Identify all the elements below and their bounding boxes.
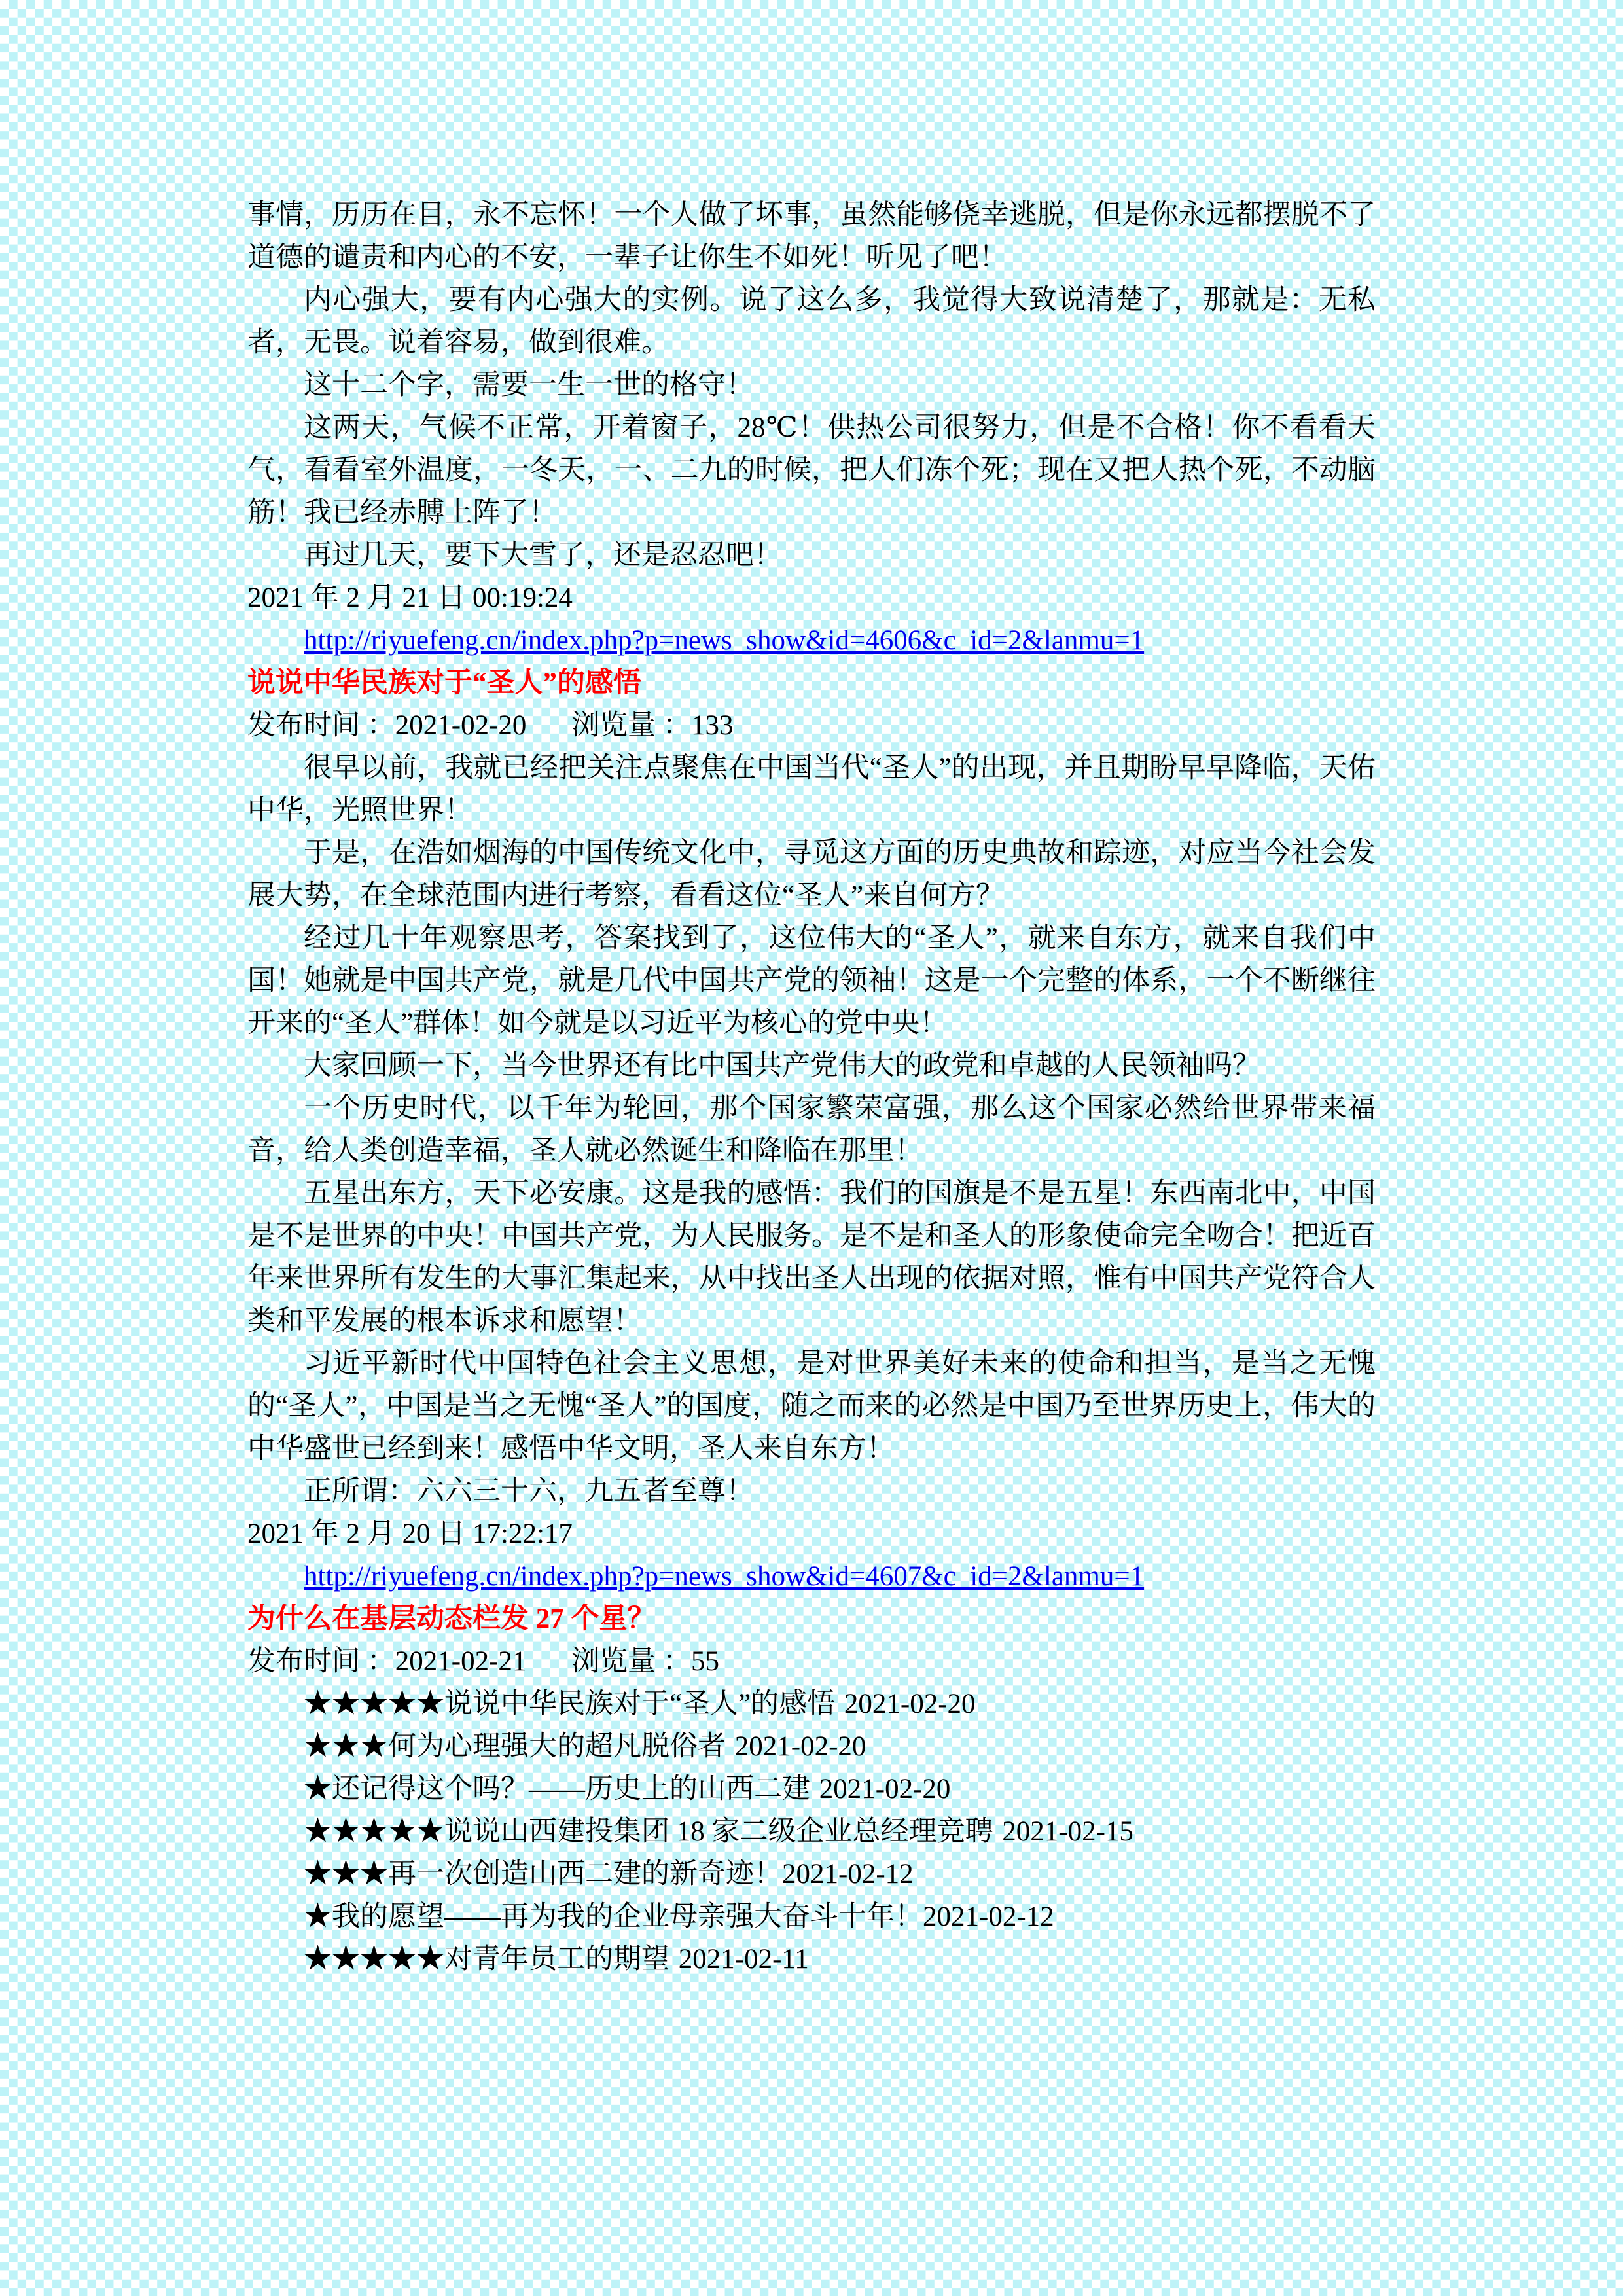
article-meta bbox=[247, 704, 1376, 747]
paragraph: 一个历史时代，以千年为轮回，那个国家繁荣富强，那么这个国家必然给世界带来福音，给人类创造幸福，圣人就必然诞生和降临在那里！ bbox=[247, 1093, 1376, 1166]
star-list-item bbox=[247, 1895, 1376, 1938]
publish-date-value: 2021-02-20 bbox=[395, 710, 527, 741]
views-label: 浏览量 ： bbox=[571, 710, 691, 741]
star-list-item bbox=[247, 1683, 1376, 1725]
views-value: 55 bbox=[690, 1646, 719, 1677]
publish-date-value: 2021-02-21 bbox=[395, 1646, 527, 1677]
star-rating: ★★★★★ bbox=[304, 1816, 444, 1847]
paragraph: 经过几十年观察思考，答案找到了，这位伟大的“圣人”，就来自东方，就来自我们中国！她就是中国共产党，就是几代中国共产党的领袖！这是一个完整的体系，一个不断继往开来的“圣人”群体！如今就是以习近平为核心的党中央！ bbox=[247, 923, 1376, 1039]
star-item-title: 再一次创造山西二建的新奇迹！ bbox=[388, 1859, 782, 1890]
article-url-line bbox=[247, 1555, 1376, 1598]
views-label: 浏览量 ： bbox=[571, 1646, 691, 1677]
publish-date-label: 发布时间 ： bbox=[247, 710, 395, 741]
paragraph: 很早以前，我就已经把关注点聚焦在中国当代“圣人”的出现，并且期盼早早降临，天佑中华，光照世界！ bbox=[247, 753, 1376, 826]
star-item-title: 还记得这个吗？——历史上的山西二建 bbox=[332, 1774, 810, 1804]
star-list-item bbox=[247, 1768, 1376, 1810]
star-item-date: 2021-02-20 bbox=[734, 1731, 866, 1762]
article-title: 说说中华民族对于“圣人”的感悟 bbox=[247, 668, 641, 698]
timestamp: 2021 年 2 月 21 日 00:19:24 bbox=[247, 583, 573, 613]
star-item-title: 对青年员工的期望 bbox=[444, 1944, 669, 1975]
paragraph: 这两天，气候不正常，开着窗子，28℃！供热公司很努力，但是不合格！你不看看天气，看看室外温度，一冬天，一、二九的时候，把人们冻个死；现在又把人热个死，不动脑筋！我已经赤膊上阵了！ bbox=[247, 412, 1376, 528]
timestamp: 2021 年 2 月 20 日 17:22:17 bbox=[247, 1518, 573, 1549]
article-url-line bbox=[247, 619, 1376, 662]
article-section-stars bbox=[247, 1598, 1376, 1981]
article-section-sage bbox=[247, 662, 1376, 1598]
star-item-date: 2021-02-12 bbox=[782, 1859, 914, 1890]
star-rating: ★★★ bbox=[304, 1731, 388, 1762]
article-link-4606[interactable]: http://riyuefeng.cn/index.php?p=news_show&id=4606&c_id=2&lanmu=1 bbox=[304, 625, 1145, 656]
paragraph: 习近平新时代中国特色社会主义思想，是对世界美好未来的使命和担当，是当之无愧的“圣人”，中国是当之无愧“圣人”的国度，随之而来的必然是中国乃至世界历史上，伟大的中华盛世已经到来！感悟中华文明，圣人来自东方！ bbox=[247, 1348, 1376, 1464]
star-list-item bbox=[247, 1853, 1376, 1895]
article-meta bbox=[247, 1640, 1376, 1683]
star-rating: ★★★★★ bbox=[304, 1944, 444, 1975]
star-list-item bbox=[247, 1725, 1376, 1768]
publish-date-label: 发布时间 ： bbox=[247, 1646, 395, 1677]
star-item-title: 我的愿望——再为我的企业母亲强大奋斗十年！ bbox=[332, 1901, 923, 1932]
star-rating: ★ bbox=[304, 1901, 332, 1932]
views-value: 133 bbox=[690, 710, 734, 741]
article-title: 为什么在基层动态栏发 27 个星？ bbox=[247, 1604, 656, 1634]
article-section-continued bbox=[247, 194, 1376, 662]
paragraph: 五星出东方，天下必安康。这是我的感悟：我们的国旗是不是五星！东西南北中，中国是不是世界的中央！中国共产党，为人民服务。是不是和圣人的形象使命完全吻合！把近百年来世界所有发生的大事汇集起来，从中找出圣人出现的依据对照，惟有中国共产党符合人类和平发展的根本诉求和愿望！ bbox=[247, 1178, 1376, 1336]
star-rating: ★ bbox=[304, 1774, 332, 1804]
paragraph: 正所谓：六六三十六，九五者至尊！ bbox=[304, 1476, 754, 1507]
star-rating: ★★★ bbox=[304, 1859, 388, 1890]
article-link-4607[interactable]: http://riyuefeng.cn/index.php?p=news_show&id=4607&c_id=2&lanmu=1 bbox=[304, 1561, 1145, 1592]
paragraph: 事情，历历在目，永不忘怀！一个人做了坏事，虽然能够侥幸逃脱，但是你永远都摆脱不了道德的谴责和内心的不安，一辈子让你生不如死！听见了吧！ bbox=[247, 200, 1376, 273]
paragraph: 于是，在浩如烟海的中国传统文化中，寻觅这方面的历史典故和踪迹，对应当今社会发展大势，在全球范围内进行考察，看看这位“圣人”来自何方？ bbox=[247, 838, 1376, 911]
star-list-item bbox=[247, 1938, 1376, 1981]
paragraph: 再过几天，要下大雪了，还是忍忍吧！ bbox=[304, 540, 782, 571]
star-item-date: 2021-02-20 bbox=[844, 1689, 976, 1719]
star-item-date: 2021-02-20 bbox=[819, 1774, 951, 1804]
paragraph: 大家回顾一下，当今世界还有比中国共产党伟大的政党和卓越的人民领袖吗？ bbox=[304, 1050, 1260, 1081]
paragraph: 内心强大，要有内心强大的实例。说了这么多，我觉得大致说清楚了，那就是：无私者，无畏。说着容易，做到很难。 bbox=[247, 285, 1376, 358]
star-item-date: 2021-02-12 bbox=[923, 1901, 1054, 1932]
star-item-date: 2021-02-15 bbox=[1002, 1816, 1133, 1847]
star-item-date: 2021-02-11 bbox=[678, 1944, 809, 1975]
star-rating: ★★★★★ bbox=[304, 1689, 444, 1719]
star-item-title: 说说中华民族对于“圣人”的感悟 bbox=[444, 1689, 836, 1719]
star-list-item bbox=[247, 1810, 1376, 1853]
star-item-title: 说说山西建投集团 18 家二级企业总经理竞聘 bbox=[444, 1816, 993, 1847]
paragraph: 这十二个字，需要一生一世的格守！ bbox=[304, 370, 754, 401]
star-item-title: 何为心理强大的超凡脱俗者 bbox=[388, 1731, 726, 1762]
